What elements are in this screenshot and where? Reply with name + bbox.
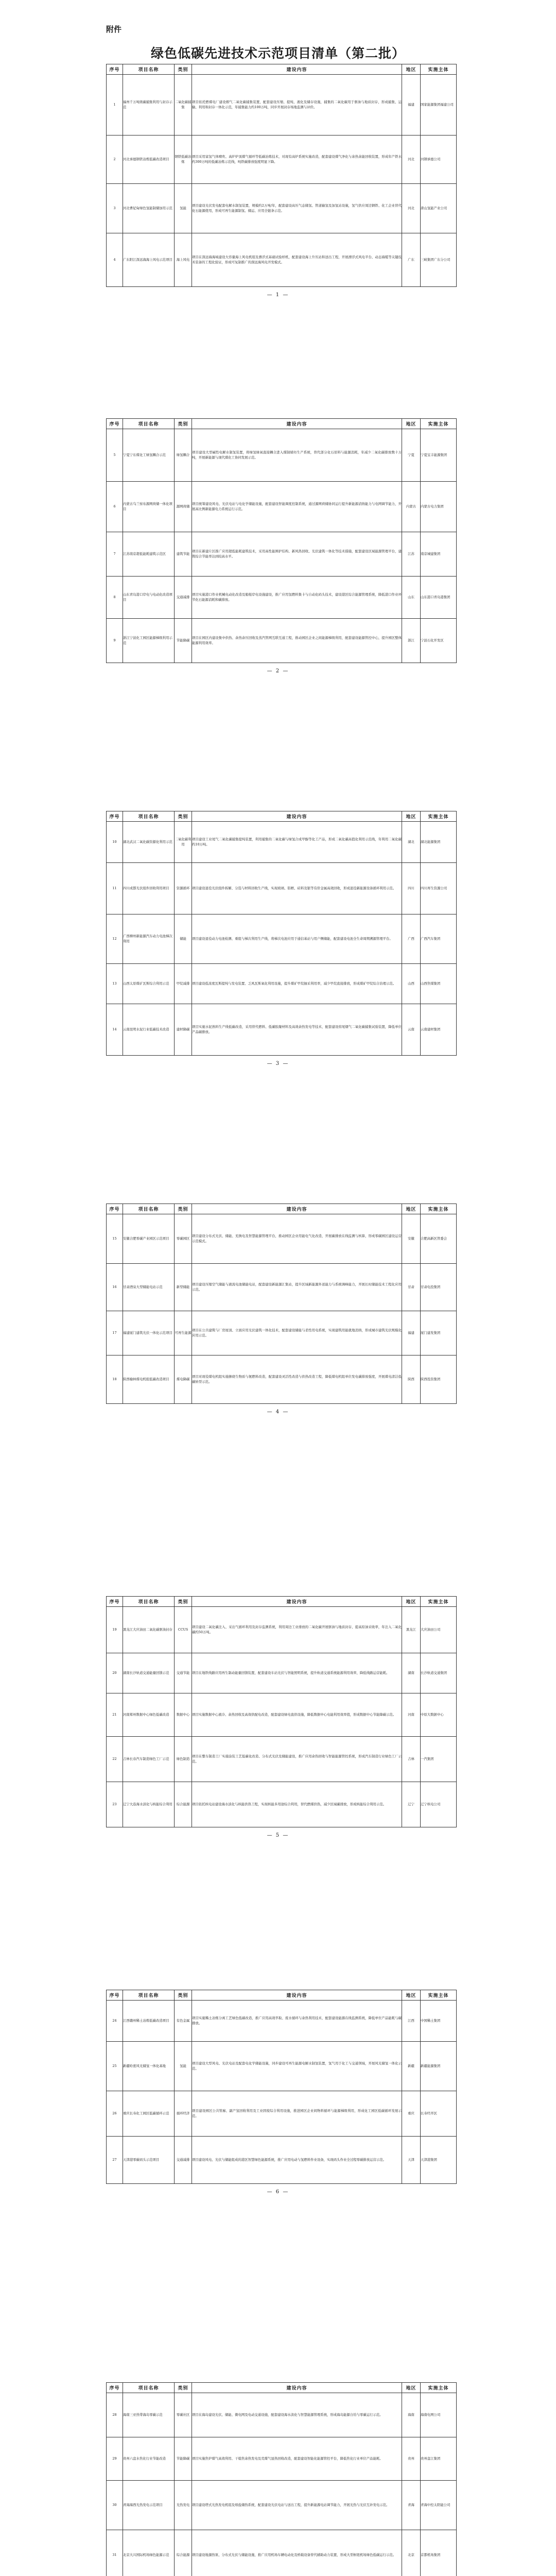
- unit-cell: 长沙轨道交通集团: [421, 1653, 457, 1693]
- region-cell: 河南: [402, 1693, 421, 1737]
- no-cell: 30: [107, 2481, 123, 2530]
- name-cell: 山东青岛港口岸电与电动化改造项目: [123, 577, 175, 619]
- name-cell: 云南昆明水泥行业低碳技术改造: [123, 1004, 175, 1056]
- description-cell: 项目依托核电站建设海水淡化与核能供热工程，实现核能多用途综合利用，替代燃煤供热，减少区域碳排放，形成核能综合利用示范。: [192, 1782, 402, 1827]
- category-cell: 节能降碳: [175, 619, 192, 663]
- table-row: [107, 135, 457, 184]
- name-cell: 四川成都光伏组件回收利用项目: [123, 863, 175, 914]
- region-cell: 甘肃: [402, 1264, 421, 1311]
- description-cell: 项目建设大型碱性电解水制氢装置，将绿氢绿氧直接耦合进入煤制烯烃生产系统，替代部分化石原料与能源消耗，年减少二氧化碳排放数十万吨，开展新能源与现代煤化工协同发展示范。: [192, 429, 402, 482]
- unit-cell: 天津港集团: [421, 2137, 457, 2184]
- document-title: 绿色低碳先进技术示范项目清单（第二批）: [150, 46, 405, 61]
- table-row: [107, 1782, 457, 1827]
- column-header: 地区: [402, 1990, 421, 2001]
- table-row: [107, 2437, 457, 2481]
- column-header: 类别: [175, 419, 192, 429]
- category-cell: 综合能源: [175, 2530, 192, 2576]
- description-cell: 项目实施数据中心液冷、余热回收及高效供配电改造，配套建设绿电直供设施，降低数据中心电能利用效率值，形成数据中心节能降碳示范。: [192, 1693, 402, 1737]
- unit-cell: 国家能源集团福建公司: [421, 75, 457, 135]
- region-cell: 广西: [402, 914, 421, 964]
- name-cell: 内蒙古乌兰察布源网荷储一体化项目: [123, 482, 175, 532]
- description-cell: 项目建设退役光伏组件拆解、分选与材料回收生产线，实现玻璃、铝框、硅料及银等有价金属高效回收，形成退役新能源设备循环利用示范。: [192, 863, 402, 914]
- region-cell: 四川: [402, 863, 421, 914]
- name-cell: 北京大兴国际机场绿色能源示范: [123, 2530, 175, 2576]
- description-cell: 项目对现役煤电机组实施掺烧生物质与氨燃料改造，配套建设灵活性改造与供热改造工程，降低煤电机组单位发电碳排放强度，开展煤电清洁低碳转型示范。: [192, 1355, 402, 1404]
- column-header: 建设内容: [192, 2383, 402, 2393]
- no-cell: 20: [107, 1653, 123, 1693]
- category-cell: 交通减排: [175, 2137, 192, 2184]
- table-row: [107, 184, 457, 233]
- region-cell: 天津: [402, 2137, 421, 2184]
- table-header-row: [107, 2383, 457, 2393]
- unit-cell: 山西焦煤集团: [421, 964, 457, 1004]
- category-cell: 煤电降碳: [175, 1355, 192, 1404]
- no-cell: 9: [107, 619, 123, 663]
- no-cell: 12: [107, 914, 123, 964]
- category-cell: 节能降碳: [175, 2437, 192, 2481]
- table-header-row: [107, 1990, 457, 2001]
- unit-cell: 宁波石化开发区: [421, 619, 457, 663]
- name-cell: 海南三亚热带海岛零碳示范: [123, 2393, 175, 2437]
- table-row: [107, 1737, 457, 1782]
- page-number: — 4 —: [267, 1409, 289, 1415]
- table-header-row: [107, 64, 457, 75]
- category-cell: 源网荷储: [175, 482, 192, 532]
- unit-cell: 甘肃电投集团: [421, 1264, 457, 1311]
- column-header: 序号: [107, 1597, 123, 1607]
- name-cell: 新疆哈密风光储氢一体化基地: [123, 2042, 175, 2091]
- page-number: — 3 —: [267, 1061, 289, 1066]
- category-cell: 零碳园区: [175, 1214, 192, 1264]
- name-cell: 广东阳江深远海海上风电示范项目: [123, 233, 175, 287]
- unit-cell: 海南电网公司: [421, 2393, 457, 2437]
- column-header: 实施主体: [421, 419, 457, 429]
- unit-cell: 中原大数据中心: [421, 1693, 457, 1737]
- region-cell: 湖北: [402, 822, 421, 863]
- page-number: — 6 —: [267, 2189, 289, 2195]
- page-number: — 2 —: [267, 668, 289, 674]
- column-header: 地区: [402, 419, 421, 429]
- name-cell: 湖南长沙轨道交通能量回馈示范: [123, 1653, 175, 1693]
- column-header: 类别: [175, 811, 192, 822]
- name-cell: 福建厦门建筑光伏一体化示范项目: [123, 1311, 175, 1355]
- region-cell: 江苏: [402, 532, 421, 577]
- table-row: [107, 914, 457, 964]
- name-cell: 河北曹妃甸绿色氢能制储加用示范: [123, 184, 175, 233]
- category-cell: 零碳社区: [175, 2393, 192, 2437]
- column-header: 地区: [402, 2383, 421, 2393]
- column-header: 地区: [402, 1204, 421, 1214]
- name-cell: 青海海西光热发电示范项目: [123, 2481, 175, 2530]
- description-cell: 项目建设工业尾气二氧化碳捕集提纯装置，利用捕集的二氧化碳与绿氢合成甲醇等化工产品，形成二氧化碳高值化利用示范线，年利用二氧化碳约10万吨。: [192, 822, 402, 863]
- category-cell: 有色金属: [175, 2001, 192, 2042]
- annex-label: 附件: [106, 25, 122, 34]
- description-cell: 项目在新建片区推广应用超低能耗建筑技术，采用高性能围护结构、新风热回收、光伏建筑一体化等技术措施，配套建设区域能源管理平台，建筑综合节能率达到较高水平。: [192, 532, 402, 577]
- unit-cell: 青海中控太阳能公司: [421, 2481, 457, 2530]
- table-row: [107, 964, 457, 1004]
- category-cell: 海上风电: [175, 233, 192, 287]
- table-row: [107, 1311, 457, 1355]
- no-cell: 3: [107, 184, 123, 233]
- region-cell: 云南: [402, 1004, 421, 1056]
- name-cell: 吉林长春汽车制造绿色工厂示范: [123, 1737, 175, 1782]
- no-cell: 31: [107, 2530, 123, 2576]
- table-row: [107, 75, 457, 135]
- category-cell: CCUS: [175, 1607, 192, 1653]
- category-cell: 二氧化碳捕集: [175, 75, 192, 135]
- unit-cell: 三峡集团广东分公司: [421, 233, 457, 287]
- category-cell: 建筑节能: [175, 532, 192, 577]
- region-cell: 福建: [402, 1311, 421, 1355]
- category-cell: 光热发电: [175, 2481, 192, 2530]
- region-cell: 广东: [402, 233, 421, 287]
- unit-cell: 内蒙古电力集团: [421, 482, 457, 532]
- table-row: [107, 1004, 457, 1056]
- column-header: 序号: [107, 811, 123, 822]
- unit-cell: 辽宁核电公司: [421, 1782, 457, 1827]
- category-cell: 氢能: [175, 2042, 192, 2091]
- column-header: 建设内容: [192, 1204, 402, 1214]
- unit-cell: 四川再生资源公司: [421, 863, 457, 914]
- column-header: 实施主体: [421, 64, 457, 75]
- unit-cell: 河钢承德公司: [421, 135, 457, 184]
- column-header: 序号: [107, 419, 123, 429]
- no-cell: 1: [107, 75, 123, 135]
- table-row: [107, 1607, 457, 1653]
- no-cell: 26: [107, 2091, 123, 2137]
- column-header: 实施主体: [421, 811, 457, 822]
- name-cell: 河南郑州数据中心绿色低碳改造: [123, 1693, 175, 1737]
- unit-cell: 贵州盘江集团: [421, 2437, 457, 2481]
- name-cell: 山西太原煤矿瓦斯综合利用示范: [123, 964, 175, 1004]
- name-cell: 广西柳州新能源汽车动力电池梯次利用: [123, 914, 175, 964]
- column-header: 序号: [107, 64, 123, 75]
- column-header: 实施主体: [421, 1204, 457, 1214]
- no-cell: 28: [107, 2393, 123, 2437]
- description-cell: 项目实施港口作业机械电动化改造及船舶岸电设施建设，推广应用氢燃料集卡与自动化码头技术，建设港区综合能源管理系统，降低港口作业环节化石能源消耗和碳排放。: [192, 577, 402, 619]
- description-cell: 项目统筹建设风电、光伏电站与电化学储能设施，配套建设智能调度控制系统，通过源网荷储协同运行提升新能源消纳能力与电网调节能力，开展高比例新能源电力系统运行示范。: [192, 482, 402, 532]
- no-cell: 25: [107, 2042, 123, 2091]
- region-cell: 河北: [402, 135, 421, 184]
- description-cell: 项目建设压缩空气储能与液流电池储能电站，配套建设新能源汇集站，提升区域新能源外送能力与系统调峰能力，开展长时储能技术工程化应用示范。: [192, 1264, 402, 1311]
- column-header: 实施主体: [421, 2383, 457, 2393]
- category-cell: 绿色制造: [175, 1737, 192, 1782]
- no-cell: 16: [107, 1264, 123, 1311]
- table-row: [107, 233, 457, 287]
- table-header-row: [107, 419, 457, 429]
- project-table: [106, 418, 457, 663]
- region-cell: 辽宁: [402, 1782, 421, 1827]
- region-cell: 黑龙江: [402, 1607, 421, 1653]
- region-cell: 重庆: [402, 2091, 421, 2137]
- name-cell: 重庆长寿化工园区低碳循环示范: [123, 2091, 175, 2137]
- project-table: [106, 64, 457, 287]
- column-header: 序号: [107, 2383, 123, 2393]
- description-cell: 项目建设分布式光伏、储能、充换电及智慧能源管理平台，推动园区企业用能电气化改造，开展碳排放在线监测与核算，形成零碳园区建设运营示范模式。: [192, 1214, 402, 1264]
- description-cell: 项目采用富氢气体喷吹、高炉炉顶煤气循环等低碳冶炼技术，对现有高炉系统实施改造，配套建设煤气净化与余热余能回收装置，形成年产铁水约300万吨的低碳冶炼示范线，吨铁碳排放强度明显下降。: [192, 135, 402, 184]
- region-cell: 陕西: [402, 1355, 421, 1404]
- no-cell: 29: [107, 2437, 123, 2481]
- no-cell: 24: [107, 2001, 123, 2042]
- description-cell: 项目实施焦炉煤气高效利用、干熄焦余热发电及荒煤气显热回收改造，配套建设智能化能源管控平台，降低焦化行业单位产品能耗。: [192, 2437, 402, 2481]
- column-header: 建设内容: [192, 1597, 402, 1607]
- category-cell: 储能: [175, 914, 192, 964]
- project-table: [106, 2382, 457, 2576]
- column-header: 项目名称: [123, 2383, 175, 2393]
- region-cell: 河北: [402, 184, 421, 233]
- table-header-row: [107, 1204, 457, 1214]
- table-row: [107, 2481, 457, 2530]
- table-row: [107, 822, 457, 863]
- region-cell: 新疆: [402, 2042, 421, 2091]
- description-cell: 项目在整车制造工厂实施涂装工艺低碳化改造、分布式光伏及储能建设，推广应用余热回收与智能能源管控系统，形成汽车制造行业绿色工厂示范。: [192, 1737, 402, 1782]
- column-header: 类别: [175, 1990, 192, 2001]
- no-cell: 17: [107, 1311, 123, 1355]
- table-row: [107, 619, 457, 663]
- unit-cell: 大庆油田公司: [421, 1607, 457, 1653]
- column-header: 类别: [175, 1204, 192, 1214]
- table-row: [107, 1264, 457, 1311]
- table-row: [107, 1653, 457, 1693]
- unit-cell: 广西汽车集团: [421, 914, 457, 964]
- category-cell: 新型储能: [175, 1264, 192, 1311]
- no-cell: 14: [107, 1004, 123, 1056]
- description-cell: 项目实施稀土冶炼分离工艺绿色低碳改造，推广应用高效萃取、废水循环与余热利用技术，配套建设能源在线监测系统，降低单位产品能耗与碳排放。: [192, 2001, 402, 2042]
- category-cell: 资源循环: [175, 863, 192, 914]
- region-cell: 江西: [402, 2001, 421, 2042]
- description-cell: 项目建设园区公共管廊、副产氢回收利用及工业固废综合利用设施，推进园区企业间物料循环与能源梯级利用，形成化工园区低碳循环发展示范。: [192, 2091, 402, 2137]
- column-header: 项目名称: [123, 1597, 175, 1607]
- region-cell: 内蒙古: [402, 482, 421, 532]
- no-cell: 19: [107, 1607, 123, 1653]
- table-row: [107, 2530, 457, 2576]
- description-cell: 项目建设二氧化碳注入、采出气循环利用及封存监测系统，利用周边工业排放的二氧化碳开展驱油与地质封存，提高原油采收率，年注入二氧化碳约50万吨。: [192, 1607, 402, 1653]
- unit-cell: 中国稀土集团: [421, 2001, 457, 2042]
- name-cell: 贵州六盘水焦化行业节能改造: [123, 2437, 175, 2481]
- table-row: [107, 1693, 457, 1737]
- table-row: [107, 2042, 457, 2091]
- category-cell: 氢能: [175, 184, 192, 233]
- column-header: 序号: [107, 1204, 123, 1214]
- project-table: [106, 811, 457, 1056]
- no-cell: 5: [107, 429, 123, 482]
- region-cell: 湖南: [402, 1653, 421, 1693]
- no-cell: 4: [107, 233, 123, 287]
- column-header: 建设内容: [192, 1990, 402, 2001]
- table-row: [107, 482, 457, 532]
- description-cell: 项目建设低浓度瓦斯提纯与发电装置、乏风瓦斯氧化利用设施，提升煤矿甲烷抽采利用率，减少甲烷直接排放，形成煤矿甲烷综合治理示范。: [192, 964, 402, 1004]
- unit-cell: 湖北能源集团: [421, 822, 457, 863]
- no-cell: 18: [107, 1355, 123, 1404]
- unit-cell: 新疆能源集团: [421, 2042, 457, 2091]
- column-header: 地区: [402, 64, 421, 75]
- name-cell: 天津港零碳码头示范项目: [123, 2137, 175, 2184]
- table-row: [107, 532, 457, 577]
- region-cell: 山西: [402, 964, 421, 1004]
- column-header: 实施主体: [421, 1990, 457, 2001]
- description-cell: 项目在园区内建设集中供热、余热余压回收及蒸汽管网互联互通工程，推动园区企业之间能源梯级利用，配套建设能源管控中心，提升园区整体能源利用效率。: [192, 619, 402, 663]
- no-cell: 2: [107, 135, 123, 184]
- region-cell: 青海: [402, 2481, 421, 2530]
- category-cell: 二氧化碳利用: [175, 822, 192, 863]
- category-cell: 综合能源: [175, 1782, 192, 1827]
- no-cell: 22: [107, 1737, 123, 1782]
- name-cell: 江西赣州稀土冶炼低碳改造项目: [123, 2001, 175, 2042]
- region-cell: 贵州: [402, 2437, 421, 2481]
- column-header: 建设内容: [192, 811, 402, 822]
- column-header: 类别: [175, 1597, 192, 1607]
- name-cell: 甘肃酒泉大型储能电站示范: [123, 1264, 175, 1311]
- unit-cell: 唐山氢能产业公司: [421, 184, 457, 233]
- table-row: [107, 2137, 457, 2184]
- region-cell: 福建: [402, 75, 421, 135]
- column-header: 地区: [402, 811, 421, 822]
- table-row: [107, 1214, 457, 1264]
- table-row: [107, 2393, 457, 2437]
- column-header: 项目名称: [123, 419, 175, 429]
- unit-cell: 合肥高新区管委会: [421, 1214, 457, 1264]
- description-cell: 项目在海岛建设光伏、储能、微电网及电动交通设施，配套建设海水淡化与智慧能源管理系统，形成海岛能源自给与零碳运行示范。: [192, 2393, 402, 2437]
- unit-cell: 宁夏宝丰能源集团: [421, 429, 457, 482]
- category-cell: 建材降碳: [175, 1004, 192, 1056]
- description-cell: 项目建设地源热泵、分布式光伏与储能设施，推广应用机场车辆电动化及桥载设备替代辅助动力装置，形成大型枢纽机场绿色低碳运行示范。: [192, 2530, 402, 2576]
- column-header: 类别: [175, 2383, 192, 2393]
- description-cell: 项目依托燃煤电厂建设烟气二氧化碳捕集装置，配套建设压缩、提纯、液化及储存设施，捕集的二氧化碳用于驱油与地质封存，形成捕集、运输、利用和封存一体化示范，年捕集能力约100万吨，同步开展封存场地监测与评价。: [192, 75, 402, 135]
- description-cell: 项目实施水泥熟料生产线低碳改造，采用替代燃料、低碳胶凝材料及高效余热发电等技术，配套建设窑尾烟气二氧化碳捕集试验装置，降低单位产品碳排放。: [192, 1004, 402, 1056]
- description-cell: 项目建设塔式光热发电机组及熔盐储热系统，配套建设光伏电站与送出工程，提升新能源电站调节能力，开展光热与光伏互补发电示范。: [192, 2481, 402, 2530]
- category-cell: 可再生能源: [175, 1311, 192, 1355]
- column-header: 项目名称: [123, 1990, 175, 2001]
- table-row: [107, 429, 457, 482]
- table-row: [107, 2001, 457, 2042]
- region-cell: 吉林: [402, 1737, 421, 1782]
- description-cell: 项目在公共建筑与厂房屋顶、立面应用光伏建筑一体化技术，配套建设储能与柔性用电系统，实现建筑用能就地消纳，形成城市建筑光伏规模化应用示范。: [192, 1311, 402, 1355]
- description-cell: 项目建设光伏发电配套电解水制氢装置，规模约2万吨/年，配套建设高压气态储氢、管道输氢及加氢站设施，氢气供应周边钢铁、化工企业替代化石能源使用，形成可再生能源制氢、储运、应用全链条示范。: [192, 184, 402, 233]
- no-cell: 13: [107, 964, 123, 1004]
- no-cell: 7: [107, 532, 123, 577]
- unit-cell: 厦门建发集团: [421, 1311, 457, 1355]
- category-cell: 交通减排: [175, 577, 192, 619]
- table-row: [107, 863, 457, 914]
- unit-cell: 首都机场集团: [421, 2530, 457, 2576]
- region-cell: 北京: [402, 2530, 421, 2576]
- region-cell: 安徽: [402, 1214, 421, 1264]
- column-header: 建设内容: [192, 64, 402, 75]
- description-cell: 项目建设风电、光伏与储能组成的港区智慧绿色能源系统，推广应用电动与氢燃料作业设备，实现码头作业全过程零碳排放运营示范。: [192, 2137, 402, 2184]
- category-cell: 数据中心: [175, 1693, 192, 1737]
- name-cell: 河北承德钢铁冶炼低碳改造项目: [123, 135, 175, 184]
- unit-cell: 南京城建集团: [421, 532, 457, 577]
- category-cell: 甲烷减排: [175, 964, 192, 1004]
- column-header: 建设内容: [192, 419, 402, 429]
- category-cell: 交通节能: [175, 1653, 192, 1693]
- table-row: [107, 1355, 457, 1404]
- no-cell: 21: [107, 1693, 123, 1737]
- unit-cell: 陕西投资集团: [421, 1355, 457, 1404]
- unit-cell: 云南建材集团: [421, 1004, 457, 1056]
- column-header: 项目名称: [123, 811, 175, 822]
- no-cell: 15: [107, 1214, 123, 1264]
- name-cell: 辽宁大连海水淡化与核能综合利用: [123, 1782, 175, 1827]
- column-header: 项目名称: [123, 1204, 175, 1214]
- no-cell: 6: [107, 482, 123, 532]
- category-cell: 绿氢耦合: [175, 429, 192, 482]
- table-row: [107, 577, 457, 619]
- unit-cell: 长寿经开区: [421, 2091, 457, 2137]
- page-number: — 1 —: [267, 292, 289, 298]
- category-cell: 钢铁低碳冶炼: [175, 135, 192, 184]
- description-cell: 项目建设退役动力电池检测、重组与梯次利用生产线，将梯次电池应用于通信基站与用户侧储能，配套建设电池全生命周期溯源管理平台。: [192, 914, 402, 964]
- table-header-row: [107, 1597, 457, 1607]
- description-cell: 项目在深远海海域建设大容量海上风电机组及漂浮式基础试验样机，配套建设海上升压站和送出工程，开展漂浮式风电平台、动态海缆等关键技术装备的工程化验证，形成可复制推广的深远海风电开发模式。: [192, 233, 402, 287]
- name-cell: 黑龙江大庆油田二氧化碳驱油封存: [123, 1607, 175, 1653]
- table-row: [107, 2091, 457, 2137]
- unit-cell: 一汽集团: [421, 1737, 457, 1782]
- name-cell: 江苏南京超低能耗建筑示范区: [123, 532, 175, 577]
- name-cell: 浙江宁波化工园区能源梯级利用示范: [123, 619, 175, 663]
- no-cell: 27: [107, 2137, 123, 2184]
- category-cell: 循环经济: [175, 2091, 192, 2137]
- no-cell: 11: [107, 863, 123, 914]
- project-table: [106, 1596, 457, 1827]
- no-cell: 10: [107, 822, 123, 863]
- no-cell: 8: [107, 577, 123, 619]
- name-cell: 福州千万吨级碳捕集利用与封存示范: [123, 75, 175, 135]
- column-header: 类别: [175, 64, 192, 75]
- region-cell: 山东: [402, 577, 421, 619]
- column-header: 实施主体: [421, 1597, 457, 1607]
- name-cell: 湖北武汉二氧化碳资源化利用示范: [123, 822, 175, 863]
- page-number: — 5 —: [267, 1833, 289, 1838]
- region-cell: 海南: [402, 2393, 421, 2437]
- region-cell: 浙江: [402, 619, 421, 663]
- column-header: 序号: [107, 1990, 123, 2001]
- name-cell: 安徽合肥零碳产业园区示范项目: [123, 1214, 175, 1264]
- name-cell: 陕西榆林煤电机组低碳改造项目: [123, 1355, 175, 1404]
- no-cell: 23: [107, 1782, 123, 1827]
- table-header-row: [107, 811, 457, 822]
- column-header: 地区: [402, 1597, 421, 1607]
- name-cell: 宁夏宁东煤化工绿氢耦合示范: [123, 429, 175, 482]
- description-cell: 项目在地铁线路应用再生制动能量回馈装置，配套建设车站光伏与智能照明系统，提升轨道交通系统能源利用效率，降低线路运营能耗。: [192, 1653, 402, 1693]
- description-cell: 项目建设大型风电、光伏电站及配套电化学储能设施，同步建设可再生能源电解水制氢装置，氢气用于化工与交通领域，开展风光储氢一体化示范。: [192, 2042, 402, 2091]
- project-table: [106, 1204, 457, 1404]
- unit-cell: 山东港口青岛港集团: [421, 577, 457, 619]
- region-cell: 宁夏: [402, 429, 421, 482]
- project-table: [106, 1990, 457, 2184]
- column-header: 项目名称: [123, 64, 175, 75]
